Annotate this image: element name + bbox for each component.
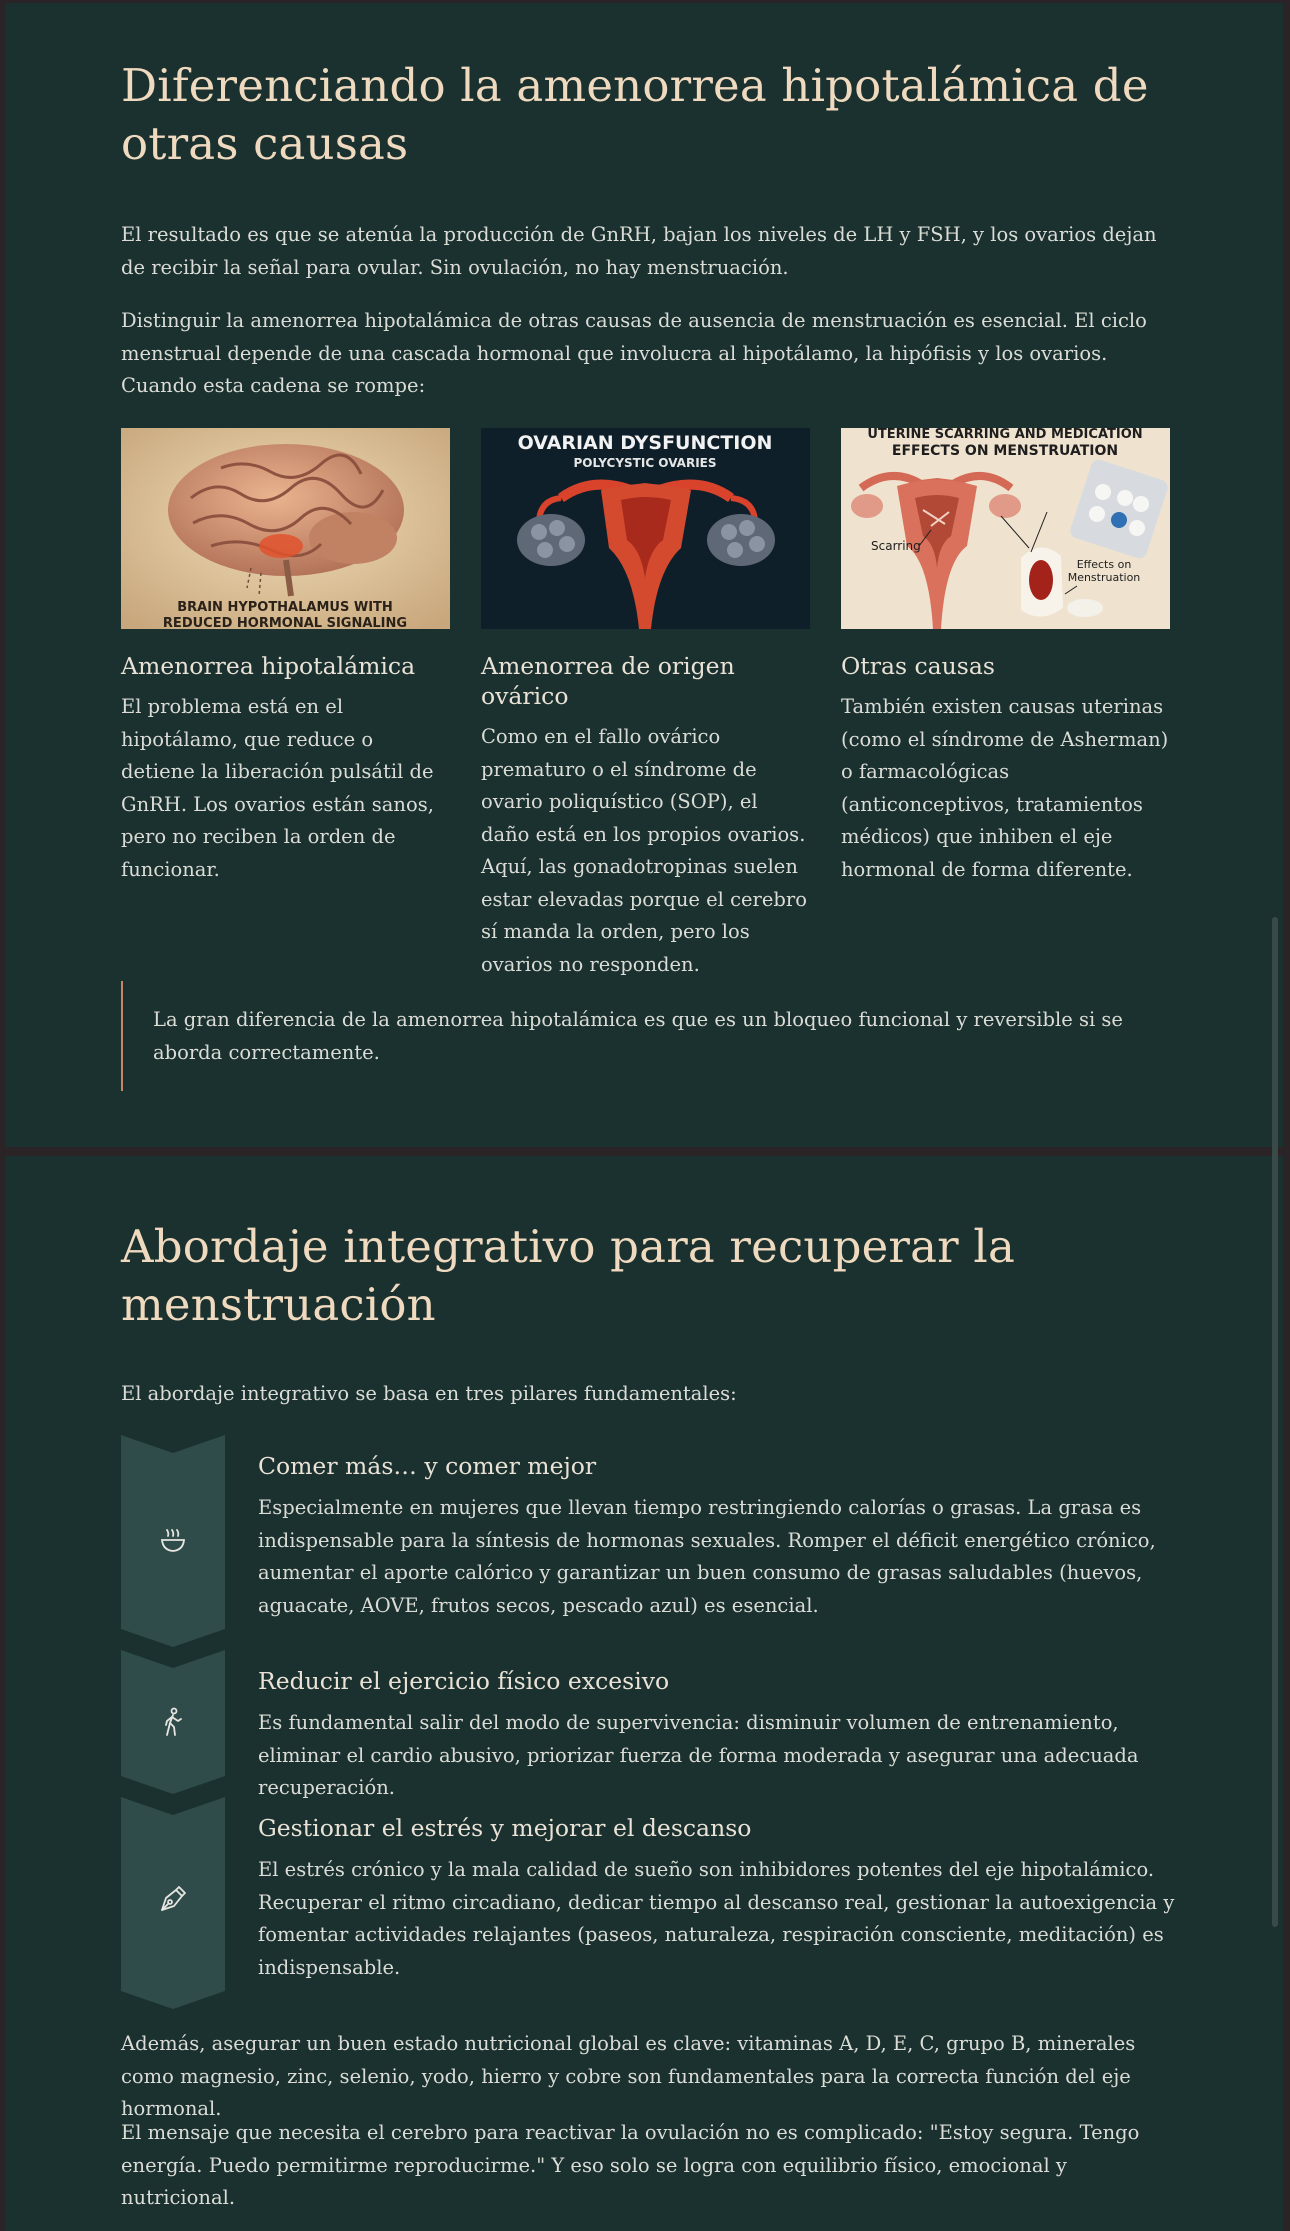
uterine-image-title-line1: UTERINE SCARRING AND MEDICATION <box>867 428 1143 442</box>
pillar-nutrition <box>121 1435 1181 1647</box>
section-differentiating <box>5 3 1283 1147</box>
scarring-label: Scarring <box>871 539 921 553</box>
highlight-quote <box>121 981 1163 1091</box>
card-text: Como en el fallo ovárico prematuro o el síndrome de ovario poliquístico (SOP), el daño está en los propios ovarios. Aquí, las gonadotropinas suelen estar elevadas porque el cerebro sí manda la orden, pero los ovarios no responden. <box>481 725 807 976</box>
card-title: Amenorrea hipotalámica <box>121 652 416 680</box>
pillar-stress-rest <box>121 1797 1181 2009</box>
card-title: Amenorrea de origen ovárico <box>481 652 735 710</box>
section-integrative-approach <box>5 1156 1283 2231</box>
card-title: Otras causas <box>841 652 995 680</box>
pillar-chevron <box>121 1797 225 2009</box>
pillar-content <box>258 1451 1178 1622</box>
brain-caption-line1: BRAIN HYPOTHALAMUS WITH <box>177 600 393 615</box>
causes-cards <box>121 428 1171 976</box>
scrollbar-thumb[interactable] <box>1272 917 1278 1927</box>
walking-person-icon <box>157 1706 189 1738</box>
pillar-exercise <box>121 1650 1181 1799</box>
card-ovarian <box>481 428 810 981</box>
pillar-title: Reducir el ejercicio físico excesivo <box>258 1667 670 1695</box>
uterine-image-title-line2: EFFECTS ON MENSTRUATION <box>891 443 1119 459</box>
ovarian-image-subtitle: POLYCYSTIC OVARIES <box>573 456 717 470</box>
bowl-icon <box>157 1525 189 1557</box>
card-text: El problema está en el hipotálamo, que reduce o detiene la liberación pulsátil de GnRH. Los ovarios están sanos, pero no reciben la orden de funcionar. <box>121 695 434 881</box>
card-other-causes <box>841 428 1170 886</box>
effects-label-line1: Effects on <box>1076 558 1132 571</box>
quote-text: La gran diferencia de la amenorrea hipotalámica es que es un bloqueo funcional y reversible si se aborda correctamente. <box>153 1008 1123 1064</box>
pillar-content <box>258 1813 1178 1984</box>
pillar-chevron <box>121 1435 225 1647</box>
card-text: También existen causas uterinas (como el síndrome de Asherman) o farmacológicas (anticonceptivos, tratamientos médicos) que inhiben el eje hormonal de forma diferente. <box>841 695 1169 881</box>
pillar-title: Comer más… y comer mejor <box>258 1452 597 1480</box>
section-title: Diferenciando la amenorrea hipotalámica de otras causas <box>121 59 1149 170</box>
pillar-text: Especialmente en mujeres que llevan tiempo restringiendo calorías o grasas. La grasa es indispensable para la síntesis de hormonas sexuales. Romper el déficit energético crónico, aumentar el aporte calórico y garantizar un buen consumo de grasas saludables (huevos, aguacate, AOVE, frutos secos, pescado azul) es esencial. <box>258 1496 1156 1617</box>
closing-paragraph-message: El mensaje que necesita el cerebro para reactivar la ovulación no es complicado: "Estoy segura. Tengo energía. Puedo permitirme reproducirme." Y eso solo se logra con equilibrio físico, emocional y nutricional. <box>121 2121 1140 2209</box>
section-title: Abordaje integrativo para recuperar la menstruación <box>121 1220 1015 1331</box>
pillar-chevron <box>121 1650 225 1794</box>
pillar-text: Es fundamental salir del modo de supervivencia: disminuir volumen de entrenamiento, eliminar el cardio abusivo, priorizar fuerza de forma moderada y asegurar una adecuada recuperación. <box>258 1711 1139 1799</box>
effects-label-line2: Menstruation <box>1067 571 1141 584</box>
uterus-medication-illustration <box>841 428 1170 629</box>
intro-paragraph: El resultado es que se atenúa la producción de GnRH, bajan los niveles de LH y FSH, y los ovarios dejan de recibir la señal para ovular. Sin ovulación, no hay menstruación. <box>121 223 1157 279</box>
context-paragraph: Distinguir la amenorrea hipotalámica de otras causas de ausencia de menstruación es esencial. El ciclo menstrual depende de una cascada hormonal que involucra al hipotálamo, la hipófisis y los ovarios. Cuando esta cadena se rompe: <box>121 309 1147 397</box>
ovarian-image-title: OVARIAN DYSFUNCTION <box>517 432 773 454</box>
ovaries-illustration <box>481 428 810 629</box>
closing-paragraph-nutrition: Además, asegurar un buen estado nutricional global es clave: vitaminas A, D, E, C, grupo B, minerales como magnesio, zinc, selenio, yodo, hierro y cobre son fundamentales para la correcta función del eje hormonal. <box>121 2032 1136 2120</box>
pen-nib-icon <box>157 1883 189 1915</box>
pillar-title: Gestionar el estrés y mejorar el descanso <box>258 1814 752 1842</box>
card-hypothalamic <box>121 428 450 886</box>
brain-caption-line2: REDUCED HORMONAL SIGNALING <box>162 616 408 629</box>
pillar-content <box>258 1666 1178 1805</box>
intro-paragraph: El abordaje integrativo se basa en tres pilares fundamentales: <box>121 1382 737 1405</box>
pillar-text: El estrés crónico y la mala calidad de sueño son inhibidores potentes del eje hipotalámico. Recuperar el ritmo circadiano, dedicar tiempo al descanso real, gestionar la autoexigencia y fomentar actividades relajantes (paseos, naturaleza, respiración consciente, meditación) es indispensable. <box>258 1858 1175 1979</box>
brain-illustration <box>121 428 450 629</box>
